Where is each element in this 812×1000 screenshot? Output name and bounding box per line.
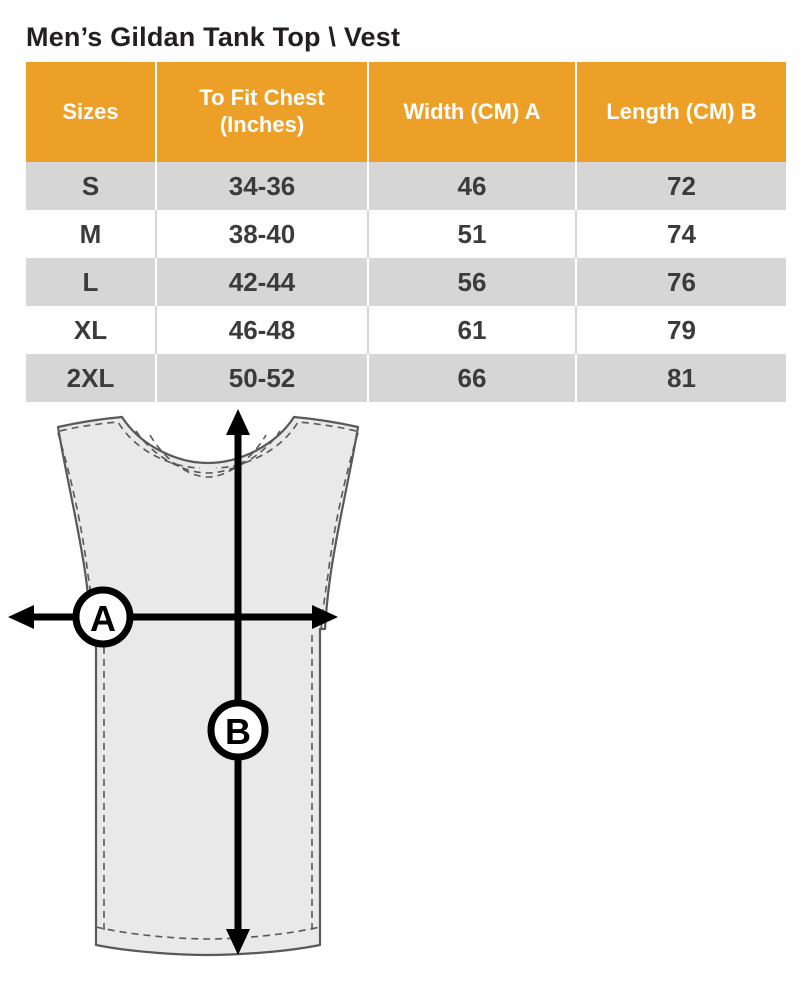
cell-size: 2XL [26, 354, 156, 402]
cell-length: 74 [576, 210, 786, 258]
table-row [26, 258, 786, 306]
marker-a-text: A [90, 598, 116, 639]
cell-chest: 38-40 [156, 210, 368, 258]
cell-width: 51 [368, 210, 576, 258]
tank-top-outline [58, 417, 358, 955]
marker-b [211, 703, 265, 757]
cell-size: M [26, 210, 156, 258]
cell-width: 61 [368, 306, 576, 354]
cell-width: 66 [368, 354, 576, 402]
garment-diagram [0, 405, 812, 1000]
cell-width: 56 [368, 258, 576, 306]
size-chart-table [26, 62, 786, 402]
table-row [26, 354, 786, 402]
marker-a [76, 590, 130, 644]
cell-size: S [26, 162, 156, 210]
cell-length: 76 [576, 258, 786, 306]
table-row [26, 162, 786, 210]
column-header-chest: To Fit Chest (Inches) [156, 62, 368, 162]
table-row [26, 210, 786, 258]
column-header-sizes: Sizes [26, 62, 156, 162]
cell-length: 72 [576, 162, 786, 210]
column-header-length: Length (CM) B [576, 62, 786, 162]
cell-size: XL [26, 306, 156, 354]
column-header-width: Width (CM) A [368, 62, 576, 162]
cell-width: 46 [368, 162, 576, 210]
cell-length: 81 [576, 354, 786, 402]
table-row [26, 306, 786, 354]
cell-size: L [26, 258, 156, 306]
cell-chest: 34-36 [156, 162, 368, 210]
cell-chest: 42-44 [156, 258, 368, 306]
table-header-row [26, 62, 786, 162]
cell-length: 79 [576, 306, 786, 354]
cell-chest: 46-48 [156, 306, 368, 354]
page-title: Men’s Gildan Tank Top \ Vest [26, 22, 401, 52]
cell-chest: 50-52 [156, 354, 368, 402]
marker-b-text: B [225, 711, 251, 752]
